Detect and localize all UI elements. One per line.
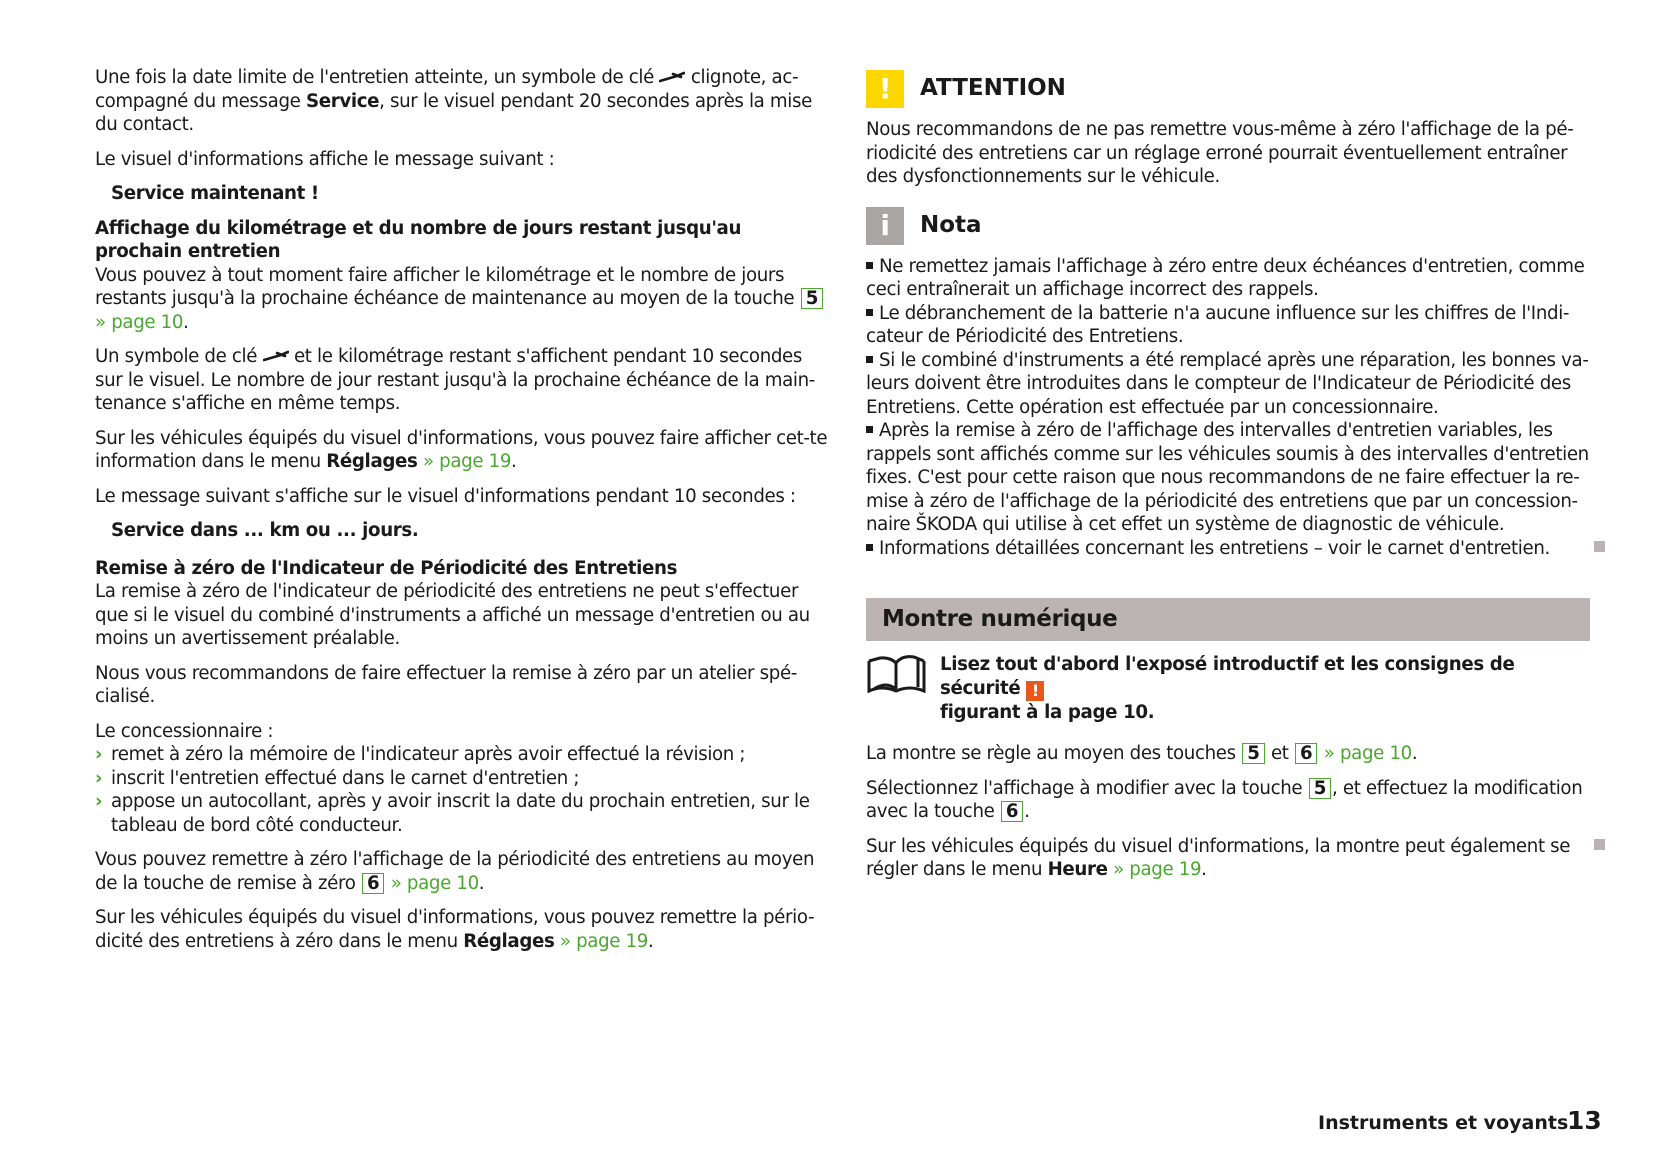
dealer-action-list [95, 743, 830, 837]
list-item: › inscrit l'entretien effectué dans le carnet d'entretien ; [95, 767, 580, 789]
paragraph-reset-menu: Sur les véhicules équipés du visuel d'informations, vous pouvez remettre la pério-dicité des entretiens à zéro dans le menu Réglages » page 19. [95, 907, 815, 952]
safety-warning-icon: ! [1026, 681, 1044, 701]
warning-icon: ! [866, 70, 904, 108]
section-title-bar: Montre numérique [866, 598, 1590, 641]
chevron-right-icon: › [95, 791, 103, 812]
page-link[interactable]: » page 19 [422, 451, 512, 472]
read-first-notice: Lisez tout d'abord l'exposé introductif et les consignes de sécurité ! figurant à la page 10. [866, 653, 1596, 724]
attention-text: Nous recommandons de ne pas remettre vous-même à zéro l'affichage de la pé-riodicité des entretiens car un réglage erroné pourrait éventuellement entraîner des dysfonctionnements sur le véhicule. [866, 119, 1574, 187]
paragraph-settings-menu: Sur les véhicules équipés du visuel d'informations, vous pouvez faire afficher cet-te information dans le menu Réglages » page 19. [95, 427, 828, 472]
wrench-icon [263, 349, 289, 363]
section-end-marker [1594, 541, 1605, 552]
chevron-right-icon: › [95, 767, 103, 789]
list-item: Ne remettez jamais l'affichage à zéro entre deux échéances d'entretien, comme ceci entraînerait un affichage incorrect des rappels. [866, 255, 1585, 300]
chapter-footer: Instruments et voyants [1318, 1112, 1569, 1134]
bullet-square-icon [866, 309, 873, 316]
paragraph-dealer: Le concessionnaire : [95, 720, 274, 742]
heading-mileage-display: Affichage du kilométrage et du nombre de jours restant jusqu'au prochain entretien [95, 217, 742, 262]
list-item: Après la remise à zéro de l'affichage des intervalles d'entretien variables, les rappels sont affichés comme sur les véhicules soumis à des intervalles d'entretien fixes. C'est pour cette raison que nous recommandons de ne faire effectuer la re-mise à zéro de l'affichage de la périodicité des entretiens que par un concession-naire ŠKODA qui utilise à cet effet un système de diagnostic de véhicule. [866, 420, 1589, 535]
list-item: › appose un autocollant, après y avoir inscrit la date du prochain entretien, sur le tableau de bord côté conducteur. [95, 791, 810, 836]
bullet-square-icon [866, 356, 873, 363]
page-link[interactable]: » page 19 [1113, 859, 1202, 880]
nota-title: Nota [920, 211, 982, 238]
paragraph-workshop-recommendation: Nous vous recommandons de faire effectuer la remise à zéro par un atelier spé-cialisé. [95, 662, 797, 707]
page-number: 13 [1567, 1106, 1602, 1135]
paragraph-reset-condition: La remise à zéro de l'indicateur de périodicité des entretiens ne peut s'effectuer que si le visuel du combiné d'instruments a affiché un message d'entretien ou au moins un avertissement préalable. [95, 581, 810, 649]
paragraph-clock-menu: Sur les véhicules équipés du visuel d'informations, la montre peut également se régler dans le menu Heure » page 19. [866, 835, 1571, 880]
list-item: Informations détaillées concernant les entretiens – voir le carnet d'entretien. [866, 537, 1596, 561]
right-column [866, 70, 1596, 893]
list-item: Si le combiné d'instruments a été remplacé après une réparation, les bonnes va-leurs doivent être introduites dans le compteur de l'Indicateur de Périodicité des Entretiens. Cette opération est effectuée par un concessionnaire. [866, 349, 1589, 418]
key-6-badge: 6 [1001, 801, 1023, 822]
paragraph-message-10s: Le message suivant s'affiche sur le visuel d'informations pendant 10 secondes : [95, 485, 796, 507]
paragraph-clock-select: Sélectionnez l'affichage à modifier avec la touche 5 , et effectuez la modification avec la touche 6 . [866, 777, 1583, 822]
key-5-badge: 5 [1242, 743, 1264, 764]
nota-list [866, 255, 1596, 561]
wrench-icon [659, 70, 685, 84]
paragraph-display-message: Le visuel d'informations affiche le message suivant : [95, 148, 555, 170]
page-link[interactable]: » page 10 [95, 311, 184, 333]
section-end-marker [1594, 839, 1605, 850]
paragraph-reset-key: Vous pouvez remettre à zéro l'affichage de la périodicité des entretiens au moyen de la touche de remise à zéro 6 » page 10. [95, 849, 815, 894]
left-column [95, 66, 830, 964]
bullet-square-icon [866, 544, 873, 551]
heading-reset-indicator: Remise à zéro de l'Indicateur de Périodicité des Entretiens [95, 557, 678, 579]
page-link[interactable]: » page 19 [559, 930, 649, 952]
list-item: › remet à zéro la mémoire de l'indicateur après avoir effectué la révision ; [95, 744, 746, 765]
paragraph-wrench-symbol: Un symbole de clé et le kilométrage restant s'affichent pendant 10 secondes sur le visuel. Le nombre de jour restant jusqu'à la prochaine échéance de la main-tenance s'affiche en même temps. [95, 346, 815, 414]
key-5-badge: 5 [801, 288, 823, 309]
key-6-badge: 6 [362, 873, 384, 894]
bullet-square-icon [866, 262, 873, 269]
list-item: Le débranchement de la batterie n'a aucune influence sur les chiffres de l'Indi-cateur de Périodicité des Entretiens. [866, 302, 1570, 347]
info-icon: i [866, 207, 904, 245]
display-message-service-in: Service dans ... km ou ... jours. [111, 520, 419, 541]
chevron-right-icon: › [95, 744, 103, 765]
nota-header [866, 207, 1596, 245]
paragraph-service-date: Une fois la date limite de l'entretien atteinte, un symbole de clé clignote, ac-compagné du message Service, sur le visuel pendant 20 secondes après la mise du contact. [95, 67, 812, 135]
bullet-square-icon [866, 426, 873, 433]
page-link[interactable]: » page 10 [1323, 743, 1412, 764]
display-message-service-now: Service maintenant ! [111, 183, 319, 204]
book-icon [866, 653, 928, 695]
paragraph-mileage-display: Vous pouvez à tout moment faire afficher le kilométrage et le nombre de jours restants jusqu'à la prochaine échéance de maintenance au moyen de la touche 5 » page 10. [95, 264, 830, 335]
attention-title: ATTENTION [920, 75, 1066, 102]
page-link[interactable]: » page 10 [390, 872, 479, 894]
attention-header [866, 70, 1596, 108]
paragraph-clock-keys: La montre se règle au moyen des touches 5 et 6 » page 10. [866, 743, 1418, 764]
key-6-badge: 6 [1295, 743, 1317, 764]
key-5-badge: 5 [1309, 778, 1331, 799]
